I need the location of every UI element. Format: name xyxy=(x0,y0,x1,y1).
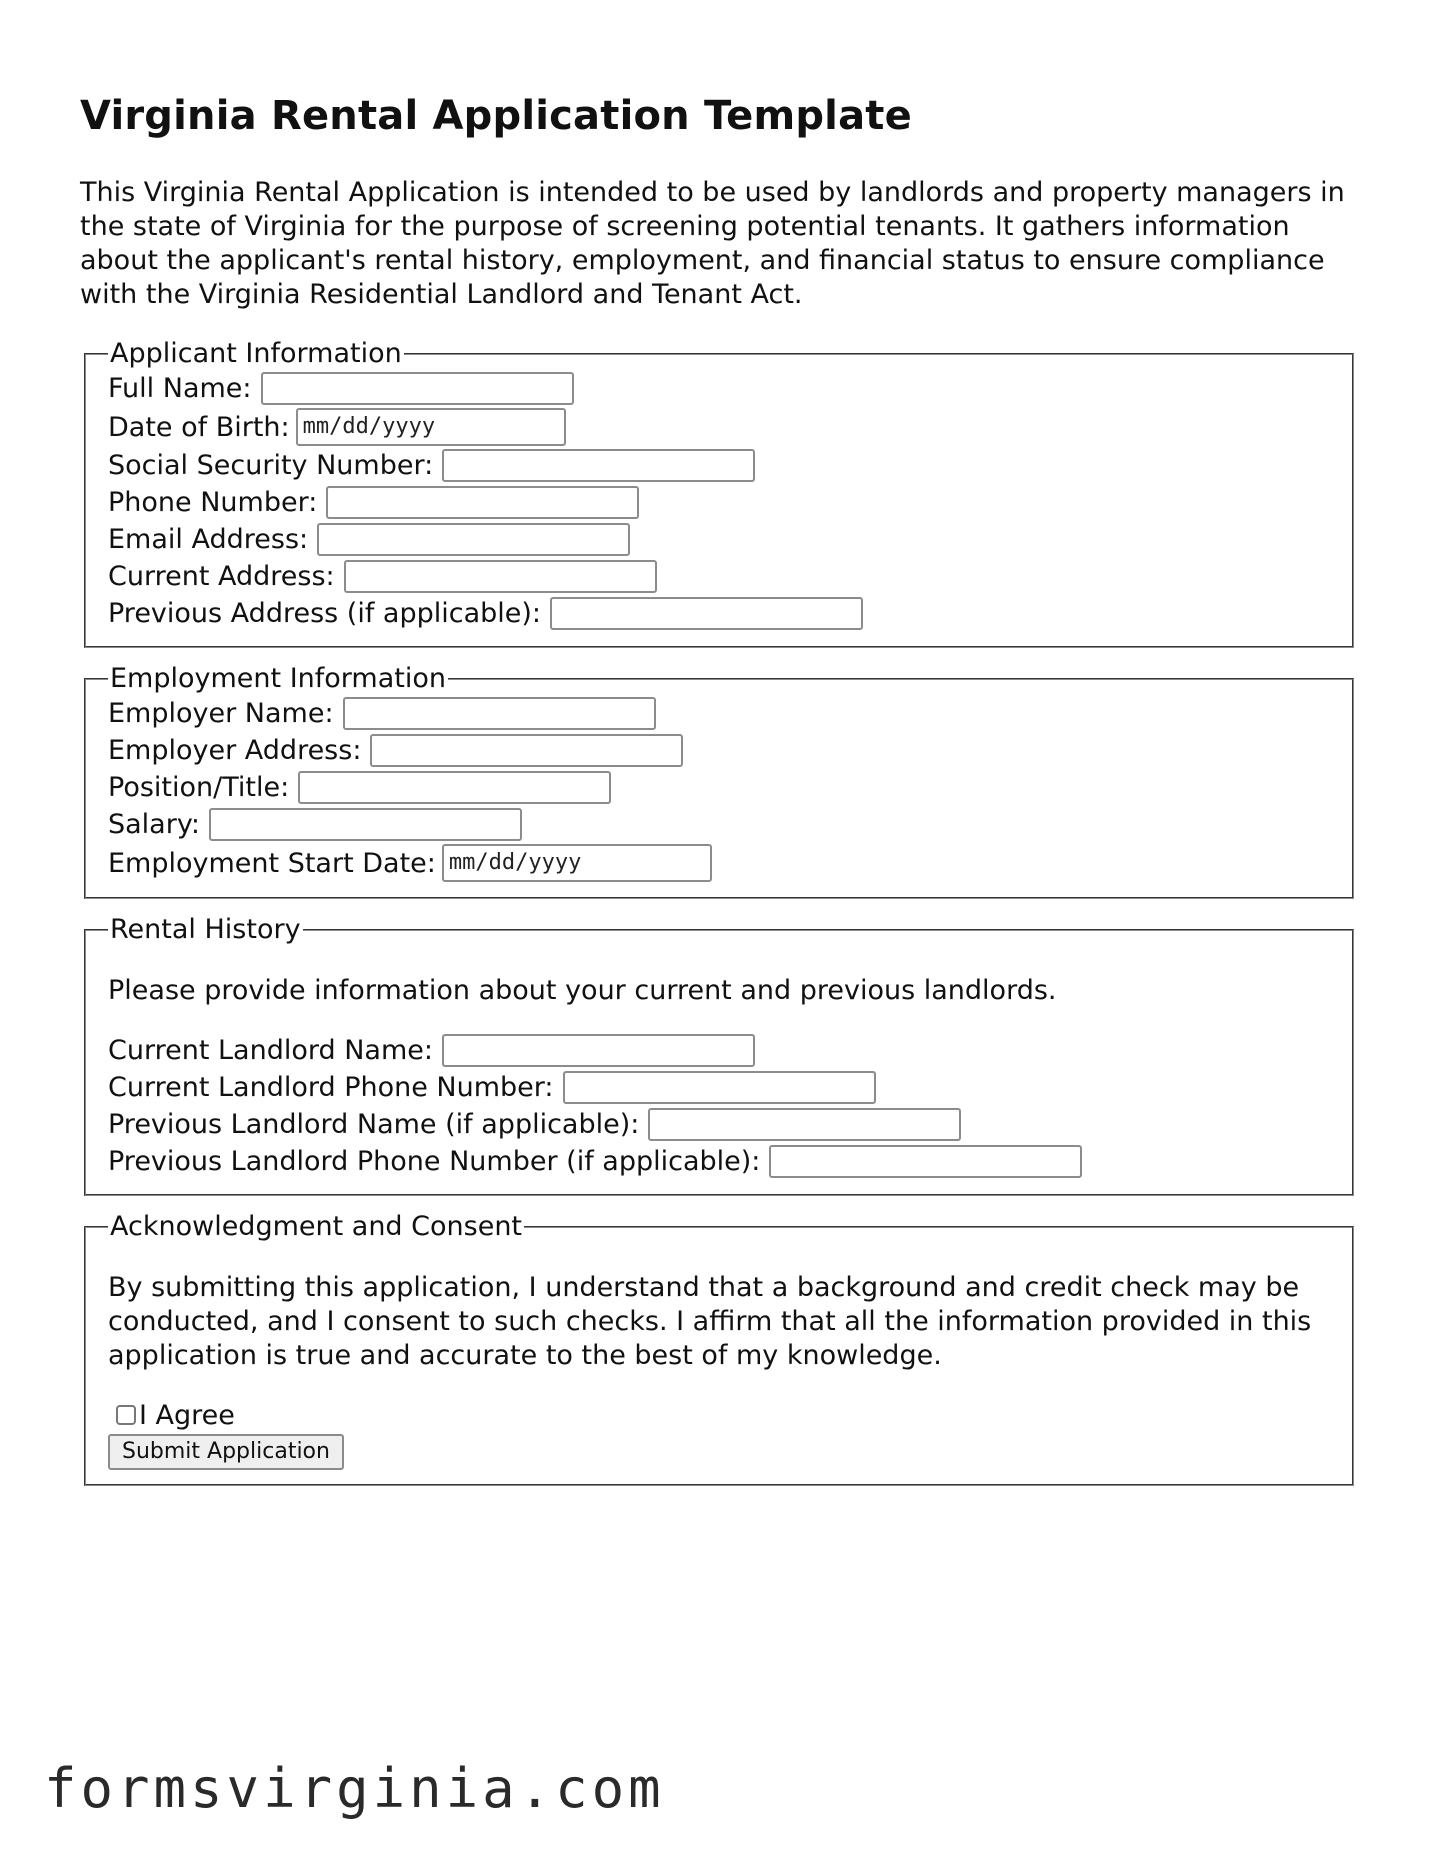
current-landlord-name-input[interactable] xyxy=(442,1034,755,1067)
agree-row xyxy=(108,1399,1330,1431)
salary-label: Salary: xyxy=(108,809,200,840)
ssn-input[interactable] xyxy=(442,449,755,482)
email-row xyxy=(108,521,1330,558)
email-input[interactable] xyxy=(317,523,630,556)
current-landlord-name-label: Current Landlord Name: xyxy=(108,1035,433,1066)
applicant-information-section xyxy=(84,338,1354,648)
site-watermark: formsvirginia.com xyxy=(44,1757,665,1820)
full-name-input[interactable] xyxy=(261,372,574,405)
agree-label: I Agree xyxy=(139,1399,235,1431)
current-address-input[interactable] xyxy=(344,560,657,593)
previous-landlord-phone-input[interactable] xyxy=(769,1145,1082,1178)
current-landlord-phone-label: Current Landlord Phone Number: xyxy=(108,1072,554,1103)
ssn-label: Social Security Number: xyxy=(108,450,434,481)
employer-name-row xyxy=(108,695,1330,732)
phone-input[interactable] xyxy=(326,486,639,519)
section-legend-consent: Acknowledgment and Consent xyxy=(110,1211,523,1242)
previous-landlord-name-row xyxy=(108,1106,1330,1143)
full-name-label: Full Name: xyxy=(108,373,252,404)
ssn-row xyxy=(108,447,1330,484)
employer-address-row xyxy=(108,732,1330,769)
employment-information-section xyxy=(84,663,1354,899)
start-date-row xyxy=(108,843,1330,883)
position-row xyxy=(108,769,1330,806)
full-name-row xyxy=(108,370,1330,407)
previous-address-label: Previous Address (if applicable): xyxy=(108,598,542,629)
section-legend-rental-history: Rental History xyxy=(110,914,301,945)
rental-history-note: Please provide information about your current and previous landlords. xyxy=(108,975,1057,1006)
previous-landlord-phone-label: Previous Landlord Phone Number (if applicable): xyxy=(108,1146,761,1177)
intro-paragraph: This Virginia Rental Application is intended to be used by landlords and property managers in the state of Virginia for the purpose of screening potential tenants. It gathers information about the applicant's rental history, employment, and financial status to ensure compliance with the Virginia Residential Landlord and Tenant Act. xyxy=(80,177,1345,310)
rental-history-section xyxy=(84,914,1354,1196)
section-legend-employment: Employment Information xyxy=(110,663,446,694)
current-landlord-phone-input[interactable] xyxy=(563,1071,876,1104)
email-label: Email Address: xyxy=(108,524,309,555)
current-landlord-phone-row xyxy=(108,1069,1330,1106)
page-title: Virginia Rental Application Template xyxy=(80,93,912,139)
date-of-birth-row xyxy=(108,407,1330,447)
rental-application-page xyxy=(80,92,1353,1501)
salary-input[interactable] xyxy=(209,808,522,841)
section-legend-applicant: Applicant Information xyxy=(110,338,402,369)
current-address-row xyxy=(108,558,1330,595)
consent-text: By submitting this application, I understand that a background and credit check may be conducted, and I consent to such checks. I affirm that all the information provided in this application is true and accurate to the best of my knowledge. xyxy=(108,1272,1312,1371)
previous-address-input[interactable] xyxy=(550,597,863,630)
position-input[interactable] xyxy=(298,771,611,804)
previous-landlord-name-input[interactable] xyxy=(648,1108,961,1141)
previous-address-row xyxy=(108,595,1330,632)
employer-name-input[interactable] xyxy=(343,697,656,730)
position-label: Position/Title: xyxy=(108,772,290,803)
start-date-input[interactable]: mm/dd/yyyy xyxy=(442,844,712,882)
phone-label: Phone Number: xyxy=(108,487,318,518)
submit-application-button[interactable]: Submit Application xyxy=(108,1434,344,1470)
current-landlord-name-row xyxy=(108,1032,1330,1069)
employer-address-input[interactable] xyxy=(370,734,683,767)
current-address-label: Current Address: xyxy=(108,561,335,592)
date-of-birth-input[interactable]: mm/dd/yyyy xyxy=(296,408,566,446)
salary-row xyxy=(108,806,1330,843)
phone-row xyxy=(108,484,1330,521)
agree-checkbox[interactable] xyxy=(116,1405,136,1425)
acknowledgment-consent-section xyxy=(84,1211,1354,1486)
employer-address-label: Employer Address: xyxy=(108,735,362,766)
previous-landlord-phone-row xyxy=(108,1143,1330,1180)
date-of-birth-label: Date of Birth: xyxy=(108,411,290,443)
employer-name-label: Employer Name: xyxy=(108,698,334,729)
previous-landlord-name-label: Previous Landlord Name (if applicable): xyxy=(108,1109,640,1140)
start-date-label: Employment Start Date: xyxy=(108,847,436,879)
